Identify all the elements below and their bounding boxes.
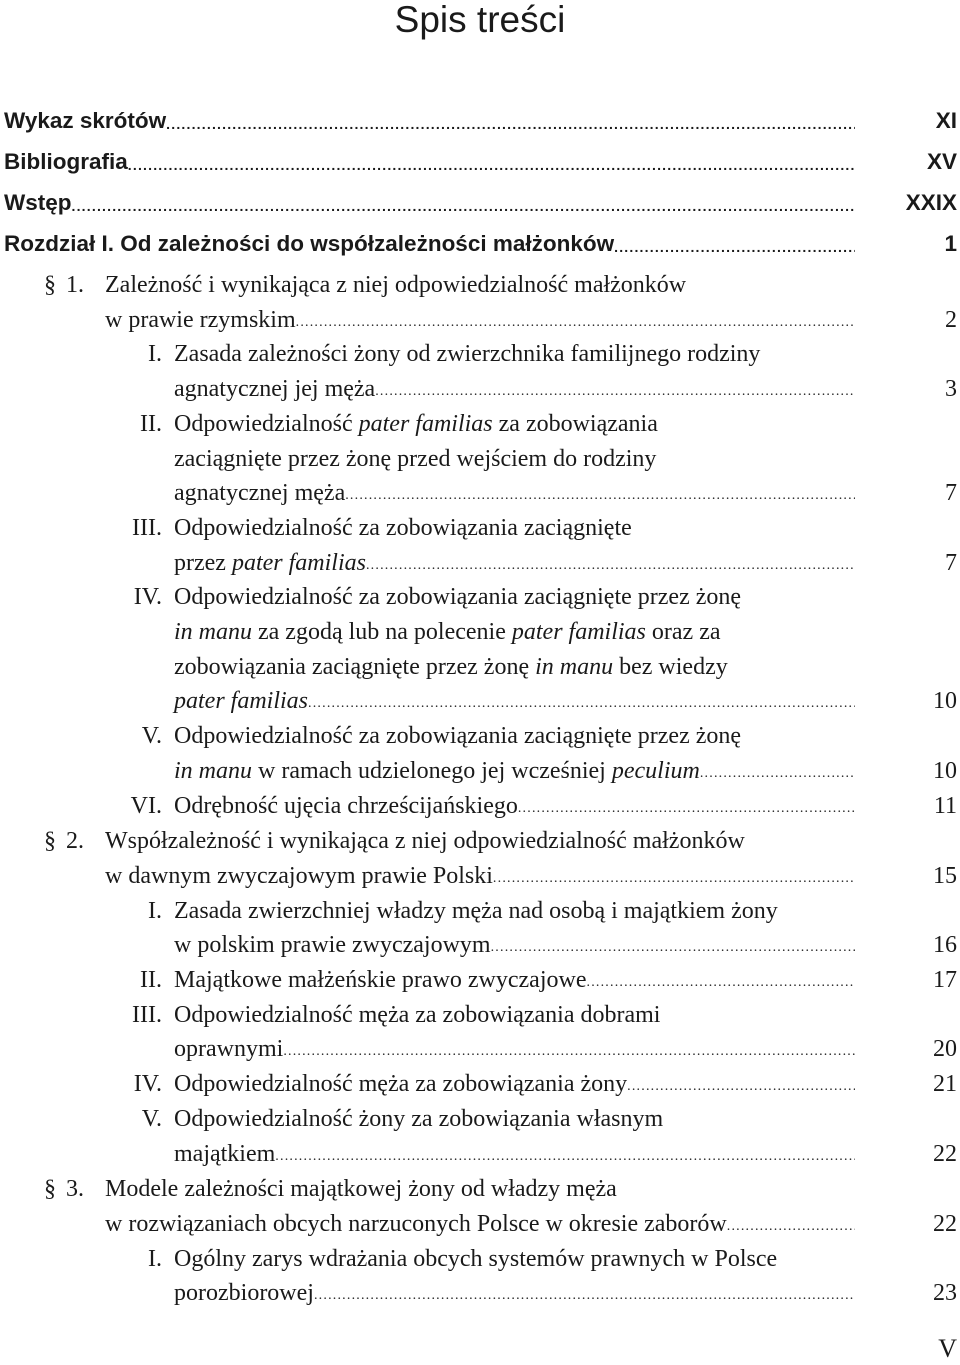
leader-dots	[296, 307, 855, 339]
section-sign: §	[44, 272, 56, 298]
leader-dots	[587, 967, 856, 999]
page-number: 1	[944, 231, 957, 256]
toc-entry-text: Odpowiedzialność pater familias za zobowiązania	[174, 410, 658, 437]
toc-entry-text: Odpowiedzialność żony za zobowiązania własnym	[174, 1105, 664, 1132]
toc-line[interactable]	[0, 584, 960, 616]
page-number: 17	[933, 967, 957, 993]
toc-entry-text: Odrębność ujęcia chrześcijańskiego	[174, 792, 518, 819]
toc-entry-text: pater familias	[174, 688, 309, 715]
page-number: XXIX	[905, 190, 957, 215]
toc-entry-text: Odpowiedzialność męża za zobowiązania dobrami	[174, 1001, 661, 1028]
toc-line[interactable]	[0, 1246, 960, 1278]
toc-entry[interactable]	[0, 190, 960, 222]
leader-dots	[627, 1071, 855, 1103]
toc-entry-text: Wykaz skrótów	[4, 108, 167, 133]
leader-dots	[308, 688, 855, 720]
leader-dots	[166, 108, 855, 140]
leader-dots	[700, 758, 855, 790]
leader-dots	[727, 1211, 855, 1243]
subsection-number: II.	[140, 410, 162, 437]
subsection-number: III.	[132, 514, 162, 541]
toc-line[interactable]	[0, 1106, 960, 1138]
toc-line[interactable]	[0, 1036, 960, 1068]
toc-entry-text: przez pater familias	[174, 549, 366, 576]
toc-line[interactable]	[0, 341, 960, 373]
subsection-number: I.	[148, 341, 162, 368]
section-number: 3.	[66, 1176, 84, 1203]
toc-entry-text: Rozdział I. Od zależności do współzależności małżonków	[4, 231, 615, 256]
toc-line[interactable]	[0, 898, 960, 930]
page-number: 23	[933, 1280, 957, 1307]
page-number: 21	[933, 1071, 957, 1098]
page-number: 2	[945, 306, 957, 333]
page-number: 10	[933, 757, 957, 784]
subsection-number: II.	[140, 967, 162, 993]
toc-line[interactable]	[0, 1280, 960, 1312]
toc-line[interactable]	[0, 272, 960, 304]
toc-entry-text: Modele zależności majątkowej żony od władzy męża	[105, 1176, 617, 1203]
folio: V	[938, 1334, 957, 1363]
page-title: Spis treści	[394, 0, 566, 40]
toc-entry-text: majątkiem	[174, 1140, 276, 1167]
toc-entry-text: Odpowiedzialność za zobowiązania zaciągnięte przez żonę	[174, 723, 742, 750]
toc-entry-text: Zasada zwierzchniej władzy męża nad osobą i majątkiem żony	[174, 897, 778, 924]
toc-line[interactable]	[0, 932, 960, 964]
toc-entry[interactable]	[0, 231, 960, 263]
leader-dots	[314, 1280, 855, 1312]
section-number: 1.	[66, 272, 84, 298]
toc-line[interactable]	[0, 967, 960, 999]
toc-entry-text: Odpowiedzialność męża za zobowiązania żony	[174, 1071, 628, 1098]
subsection-number: VI.	[130, 792, 162, 819]
subsection-number: IV.	[133, 584, 162, 611]
toc-entry-text: w dawnym zwyczajowym prawie Polski	[105, 862, 493, 889]
leader-dots	[283, 1036, 855, 1068]
section-sign: §	[44, 1176, 56, 1203]
toc-line[interactable]	[0, 723, 960, 755]
page-number: XV	[926, 149, 957, 174]
toc-line[interactable]	[0, 863, 960, 895]
toc-entry-text: w polskim prawie zwyczajowym	[174, 932, 491, 959]
toc-line[interactable]	[0, 1002, 960, 1034]
leader-dots	[275, 1141, 855, 1173]
subsection-number: V.	[141, 723, 162, 750]
toc-entry-text: Majątkowe małżeńskie prawo zwyczajowe	[174, 967, 587, 993]
toc-entry-text: agnatycznej jej męża	[174, 376, 376, 403]
subsection-number: III.	[132, 1001, 162, 1028]
leader-dots	[375, 376, 855, 408]
toc-entry-text: Wstęp	[4, 190, 72, 215]
leader-dots	[493, 863, 855, 895]
subsection-number: IV.	[133, 1071, 162, 1098]
subsection-number: I.	[148, 897, 162, 924]
section-number: 2.	[66, 828, 84, 855]
toc-entry[interactable]	[0, 108, 960, 140]
toc-entry-text: Odpowiedzialność za zobowiązania zaciągnięte	[174, 514, 632, 541]
leader-dots	[614, 231, 855, 263]
toc-line[interactable]	[0, 1176, 960, 1208]
page-number: 22	[933, 1210, 957, 1237]
leader-dots	[491, 932, 855, 964]
toc-entry-text: w rozwiązaniach obcych narzuconych Polsce w okresie zaborów	[105, 1210, 727, 1237]
toc-entry-text: in manu w ramach udzielonego jej wcześniej peculium	[174, 757, 700, 784]
toc-entry-text: Zależność i wynikająca z niej odpowiedzialność małżonków	[105, 272, 687, 298]
toc-line[interactable]	[0, 793, 960, 825]
toc-line[interactable]	[0, 480, 960, 512]
toc-line[interactable]	[0, 550, 960, 582]
toc-entry-text: zaciągnięte przez żonę przed wejściem do rodziny	[174, 445, 657, 472]
toc-line[interactable]	[0, 1211, 960, 1243]
page-number: 7	[945, 549, 957, 576]
toc-line[interactable]	[0, 688, 960, 720]
page-number: 11	[933, 792, 957, 819]
toc-entry[interactable]	[0, 149, 960, 181]
toc-entry-text: zobowiązania zaciągnięte przez żonę in manu bez wiedzy	[174, 653, 728, 680]
leader-dots	[345, 480, 855, 512]
toc-line[interactable]	[0, 411, 960, 443]
toc-line[interactable]	[0, 446, 960, 478]
toc-entry-text: Ogólny zarys wdrażania obcych systemów prawnych w Polsce	[174, 1245, 778, 1272]
toc-line[interactable]	[0, 758, 960, 790]
toc-entry-text: in manu za zgodą lub na polecenie pater familias oraz za	[174, 619, 721, 645]
subsection-number: V.	[141, 1105, 162, 1132]
page-number: 3	[945, 376, 957, 403]
subsection-number: I.	[148, 1245, 162, 1272]
toc-entry-text: agnatycznej męża	[174, 480, 346, 507]
toc-line[interactable]	[0, 654, 960, 686]
toc-entry-text: Bibliografia	[4, 149, 128, 174]
toc-line[interactable]	[0, 1141, 960, 1173]
section-sign: §	[44, 828, 56, 855]
toc-line[interactable]	[0, 307, 960, 339]
leader-dots	[128, 149, 855, 181]
page-number: 10	[933, 688, 957, 715]
leader-dots	[72, 190, 856, 222]
page-number: 7	[945, 480, 957, 507]
toc-entry-text: w prawie rzymskim	[105, 306, 296, 333]
toc-line[interactable]	[0, 619, 960, 651]
toc-line[interactable]	[0, 515, 960, 547]
toc-entry-text: porozbiorowej	[174, 1280, 314, 1307]
toc-line[interactable]	[0, 1071, 960, 1103]
toc-line[interactable]	[0, 376, 960, 408]
page-number: 15	[933, 862, 957, 889]
toc-entry-text: Odpowiedzialność za zobowiązania zaciągnięte przez żonę	[174, 584, 742, 611]
page-number: 22	[933, 1140, 957, 1167]
toc-entry-text: oprawnymi	[174, 1036, 284, 1063]
toc-line[interactable]	[0, 828, 960, 860]
toc-entry-text: Zasada zależności żony od zwierzchnika familijnego rodziny	[174, 341, 761, 368]
page-number: 16	[933, 932, 957, 959]
leader-dots	[518, 793, 855, 825]
page-number: XI	[935, 108, 957, 133]
page-number: 20	[933, 1036, 957, 1063]
toc-entry-text: Współzależność i wynikająca z niej odpowiedzialność małżonków	[105, 828, 745, 855]
leader-dots	[366, 550, 855, 582]
